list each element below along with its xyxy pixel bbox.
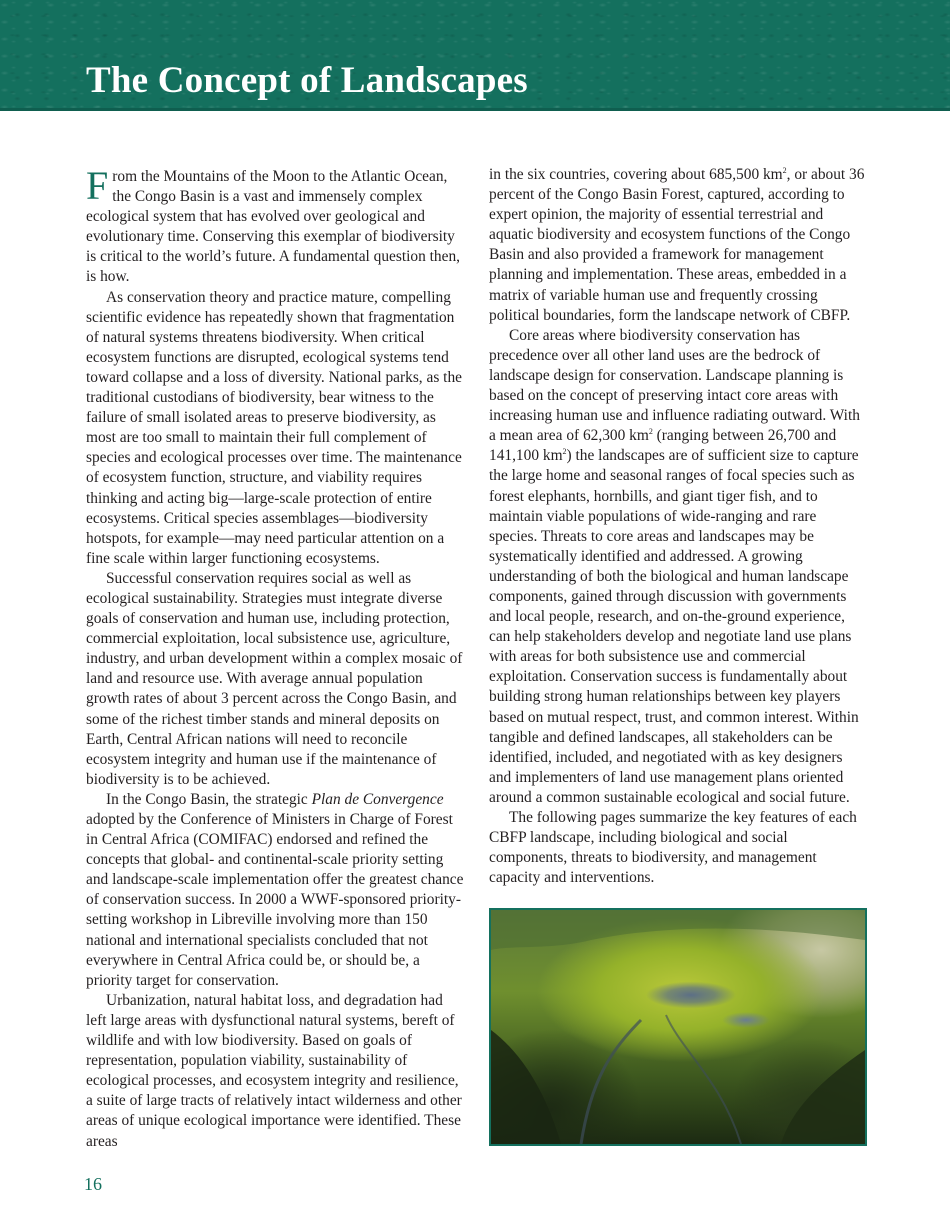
page-number: 16 [84, 1174, 102, 1194]
page-title: The Concept of Landscapes [86, 60, 528, 101]
text-segment: In the Congo Basin, the strategic [106, 790, 312, 808]
paragraph-plan-de-convergence [86, 790, 466, 991]
river-channel [581, 1020, 641, 1144]
paragraph-six-countries [489, 165, 867, 326]
paragraph-conservation-theory: As conservation theory and practice mature, compelling scientific evidence has repeatedly shown that fragmentation of natural systems threatens biodiversity. When critical ecosystem functions are disrupted, ecological systems tend toward collapse and a loss of diversity. National parks, as the traditional custodians of biodiversity, bear witness to the failure of small isolated areas to preserve biodiversity, as most are too small to maintain their full complement of species and ecological processes over time. The maintenance of ecosystem function, structure, and viability requires thinking and acting big—large-scale protection of entire ecosystems. Critical species assemblages—biodiversity hotspots, for example—may need particular attention on a fine scale within larger functioning ecosystems. [86, 288, 462, 567]
italic-title: Plan de Convergence [311, 790, 444, 808]
text-segment: in the six countries, covering about 685,500 km [489, 166, 783, 183]
header-band [0, 0, 950, 111]
paragraph-following-pages: The following pages summarize the key features of each CBFP landscape, including biological and social components, threats to biodiversity, and management capacity and interventions. [489, 809, 857, 887]
forest-shadow [491, 1030, 561, 1144]
aerial-landscape-photo [489, 908, 867, 1146]
paragraph-intro-text: rom the Mountains of the Moon to the Atlantic Ocean, the Congo Basin is a vast and immensely complex ecological system that has evolved over geological and evolutionary time. Conserving this exemplar of biodiversity is critical to the world’s future. A fundamental question then, is how. [86, 168, 460, 286]
paragraph-social-sustainability: Successful conservation requires social as well as ecological sustainability. Strategies must integrate diverse goals of conservation and human use, including protection, commercial exploitation, local subsistence use, agriculture, industry, and urban development within a complex mosaic of land and resource use. With average annual population growth rates of about 3 percent across the Congo Basin, and some of the richest timber stands and mineral deposits on Earth, Central African nations will need to reconcile ecosystem integrity and human use if the maintenance of biodiversity is to be achieved. [86, 569, 463, 788]
paragraph-urbanization: Urbanization, natural habitat loss, and degradation had left large areas with dysfunctional natural systems, bereft of wildlife and with low biodiversity. Based on goals of representation, population viability, sustainability of ecological processes, and ecosystem integrity and resilience, a suite of large tracts of relatively intact wilderness and other areas of unique ecological importance were identified. These areas [86, 991, 462, 1150]
paragraph-intro [86, 163, 466, 288]
superscript: 2 [648, 427, 653, 437]
stream-channel [666, 1015, 741, 1144]
text-segment: ) the landscapes are of sufficient size to capture the large home and seasonal ranges of focal species such as forest elephants, hornbills, and giant tiger fish, and to maintain viable populations of wide-ranging and rare species. Threats to core areas and landscapes may be systematically identified and addressed. A growing understanding of both the biological and human landscape components, gained through discussion with governments and local people, research, and on-the-ground experience, can help stakeholders develop and negotiate land use plans with areas for both subsistence use and commercial exploitation. Conservation success is fundamentally about building strong human relationships between key players based on mutual respect, trust, and common interest. Within tangible and defined landscapes, all stakeholders can be identified, included, and negotiated with as key designers and implementers of land use management plans oriented around a common sustainable ecological and social future. [489, 447, 859, 806]
left-column [86, 163, 466, 1152]
photo-illustration [491, 910, 865, 1144]
forest-shadow [781, 1050, 865, 1144]
superscript: 2 [782, 166, 787, 175]
text-segment: , or about 36 percent of the Congo Basin Forest, captured, according to expert opinion, the majority of essential terrestrial and aquatic biodiversity and ecosystem functions of the Congo Basin and also provided a framework for management planning and implementation. These areas, embedded in a matrix of variable human use and frequently crossing political boundaries, form the landscape network of CBFP. [489, 166, 865, 324]
paragraph-core-areas [489, 326, 867, 808]
text-segment: Core areas where biodiversity conservation has precedence over all other land uses are the bedrock of landscape design for conservation. Landscape planning is based on the concept of preserving intact core areas with increasing human use and influence radiating outward. With a mean area of 62,300 km [489, 326, 860, 445]
text-segment: (ranging between 26,700 and 141,100 km [489, 427, 837, 465]
forest-edge [491, 910, 865, 950]
superscript: 2 [562, 447, 567, 457]
drop-cap: F [86, 163, 109, 208]
text-segment: adopted by the Conference of Ministers in Charge of Forest in Central Africa (COMIFAC) endorsed and refined the concepts that global- and continental-scale priority setting and landscape-scale implementation offer the greatest chance of conservation success. In 2000 a WWF-sponsored priority-setting workshop in Libreville involving more than 150 national and international specialists concluded that not everywhere in Central Africa could be, or should be, a priority target for conservation. [86, 811, 464, 989]
right-column [489, 165, 867, 888]
